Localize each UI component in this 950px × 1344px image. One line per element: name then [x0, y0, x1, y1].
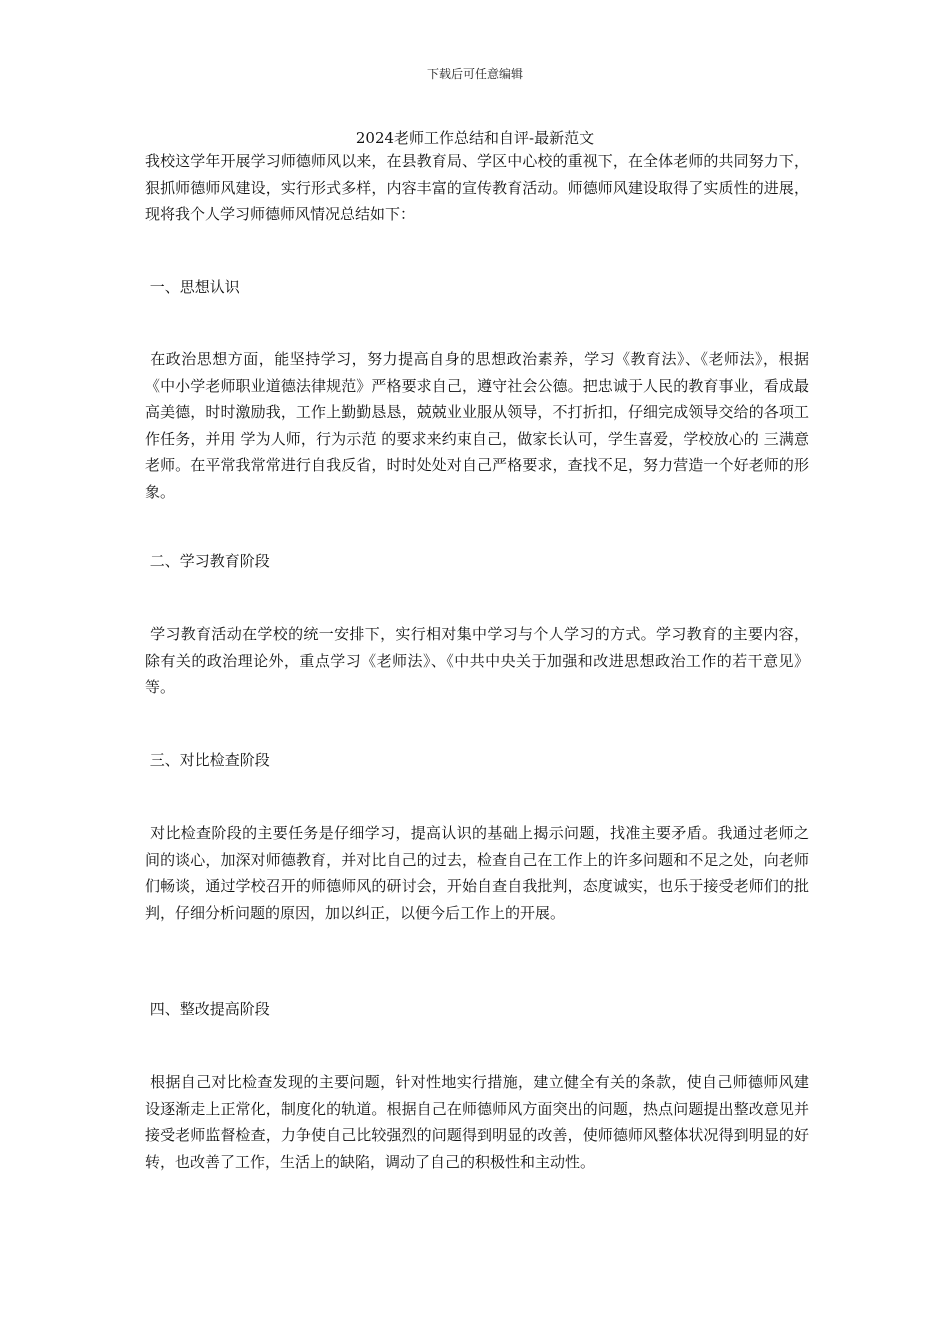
section-body-4: 根据自己对比检查发现的主要问题，针对性地实行措施，建立健全有关的条款，使自己师德师风建设逐渐走上正常化，制度化的轨道。根据自己在师德师风方面突出的问题，热点问题提出整改意见并接受老师监督检查，力争使自己比较强烈的问题得到明显的改善，使师德师风整体状况得到明显的好转，也改善了工作，生活上的缺陷，调动了自己的积极性和主动性。 — [145, 1073, 809, 1171]
intro-paragraph: 我校这学年开展学习师德师风以来，在县教育局、学区中心校的重视下，在全体老师的共同努力下，狠抓师德师风建设，实行形式多样，内容丰富的宣传教育活动。师德师风建设取得了实质性的进展，现将我个人学习师德师风情况总结如下： — [145, 152, 809, 223]
section-heading-3: 三、对比检查阶段 — [145, 751, 270, 769]
section-body-2: 学习教育活动在学校的统一安排下，实行相对集中学习与个人学习的方式。学习教育的主要内容，除有关的政治理论外，重点学习《老师法》、《中共中央关于加强和改进思想政治工作的若干意见》等。 — [145, 625, 809, 696]
document-title: 2024老师工作总结和自评-最新范文 — [355, 129, 595, 147]
section-heading-2: 二、学习教育阶段 — [145, 552, 270, 570]
header-note: 下载后可任意编辑 — [426, 67, 523, 81]
section-body-3: 对比检查阶段的主要任务是仔细学习，提高认识的基础上揭示问题，找准主要矛盾。我通过老师之间的谈心，加深对师德教育，并对比自己的过去，检查自己在工作上的许多问题和不足之处，向老师们畅谈，通过学校召开的师德师风的研讨会，开始自查自我批判，态度诚实，也乐于接受老师们的批判，仔细分析问题的原因，加以纠正，以便今后工作上的开展。 — [145, 824, 809, 922]
section-heading-4: 四、整改提高阶段 — [145, 1000, 270, 1018]
section-body-1: 在政治思想方面，能坚持学习，努力提高自身的思想政治素养，学习《教育法》、《老师法》，根据《中小学老师职业道德法律规范》严格要求自己，遵守社会公德。把忠诚于人民的教育事业，看成最高美德，时时激励我，工作上勤勤恳恳，兢兢业业服从领导，不打折扣，仔细完成领导交给的各项工作任务，并用 学为人师，行为示范 的要求来约束自己，做家长认可，学生喜爱，学校放心的 三满意 老师。在平常我常常进行自我反省，时时处处对自己严格要求，查找不足，努力营造一个好老师的形象。 — [145, 350, 814, 501]
section-heading-1: 一、思想认识 — [145, 278, 240, 296]
